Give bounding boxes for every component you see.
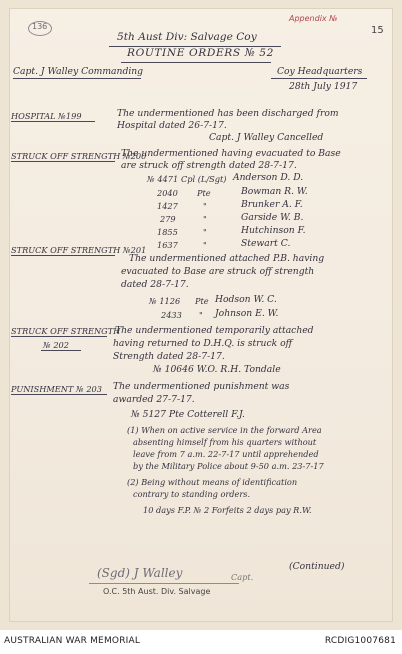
list-item-rank: " — [203, 214, 207, 224]
struck-off-202-line-2: having returned to D.H.Q. is struck off — [113, 338, 293, 349]
list-item-rank: Cpl (L/Sgt) — [181, 174, 227, 184]
list-item-name: Bowman R. W. — [241, 186, 308, 197]
hospital-line-3: Capt. J Walley Cancelled — [209, 132, 324, 143]
charge-2-line-1: (2) Being without means of identification — [127, 477, 298, 487]
list-item-name: Hutchinson F. — [241, 225, 306, 236]
unit-name: 5th Aust Div: Salvage Coy — [117, 31, 257, 43]
list-item-number: 1855 — [157, 227, 178, 237]
archive-id: RCDIG1007681 — [324, 636, 396, 646]
struck-off-202-number-underline — [41, 350, 81, 351]
page-number-left: 136 — [32, 22, 48, 31]
struck-off-200-line-1: The undermentioned having evacuated to Base — [121, 148, 341, 159]
struck-off-201-label: STRUCK OFF STRENGTH №201 — [11, 245, 147, 255]
charge-2-line-2: contrary to standing orders. — [133, 489, 251, 499]
signature: (Sgd) J Walley — [97, 566, 183, 580]
archive-name: AUSTRALIAN WAR MEMORIAL — [4, 636, 141, 646]
order-title: ROUTINE ORDERS № 52 — [127, 47, 274, 59]
list-item-rank: Pte — [197, 188, 211, 198]
commander-underline — [13, 78, 141, 79]
list-item-rank: " — [203, 227, 207, 237]
struck-off-200-underline — [11, 161, 115, 162]
archive-footer — [0, 630, 402, 654]
list-item-name: Stewart C. — [241, 238, 291, 249]
struck-off-201-underline — [11, 255, 115, 256]
sentence-line: 10 days F.P. № 2 Forfeits 2 days pay R.W. — [143, 505, 312, 515]
struck-off-202-label: STRUCK OFF STRENGTH — [11, 326, 121, 336]
list-item-rank: " — [199, 310, 203, 320]
list-item-name: Brunker A. F. — [241, 199, 303, 210]
charge-1-line-4: by the Military Police about 9-50 a.m. 23-7-17 — [133, 461, 324, 471]
list-item-name: Johnson E. W. — [215, 308, 279, 319]
hospital-label: HOSPITAL №199 — [11, 111, 82, 121]
charge-1-line-2: absenting himself from his quarters without — [133, 437, 317, 447]
punishment-soldier: № 5127 Pte Cotterell F.J. — [131, 409, 245, 420]
hospital-line-1: The undermentioned has been discharged from — [117, 108, 339, 119]
list-item-name: Anderson D. D. — [233, 172, 304, 183]
list-item-rank: " — [203, 201, 207, 211]
list-item-number: 2040 — [157, 188, 178, 198]
list-item-number: 1427 — [157, 201, 178, 211]
punishment-line-2: awarded 27-7-17. — [113, 394, 195, 405]
struck-off-201-line-1: The undermentioned attached P.B. having — [129, 253, 325, 264]
list-item-number: 279 — [160, 214, 176, 224]
appendix-note: Appendix № — [289, 14, 338, 23]
list-item-rank: " — [203, 240, 207, 250]
struck-off-200-label: STRUCK OFF STRENGTH №200 — [11, 151, 147, 161]
list-item-name: Garside W. B. — [241, 212, 304, 223]
page-number-right: 15 — [371, 25, 384, 36]
struck-off-202-line-1: The undermentioned temporarily attached — [115, 325, 314, 336]
charge-1-line-1: (1) When on active service in the forward Area — [127, 425, 322, 435]
punishment-line-1: The undermentioned punishment was — [113, 381, 290, 392]
order-date: 28th July 1917 — [289, 81, 358, 92]
struck-off-201-line-2: evacuated to Base are struck off strength — [121, 266, 315, 277]
hospital-label-underline — [11, 121, 95, 122]
punishment-label: PUNISHMENT № 203 — [11, 384, 102, 394]
document-page — [9, 8, 393, 622]
signature-line — [89, 583, 239, 584]
list-item-number: № 1126 — [149, 296, 181, 306]
struck-off-200-line-2: are struck off strength dated 28-7-17. — [121, 160, 297, 171]
punishment-underline — [11, 394, 107, 395]
struck-off-201-line-3: dated 28-7-17. — [121, 279, 189, 290]
list-item-number: 1637 — [157, 240, 178, 250]
commander-name: Capt. J Walley Commanding — [13, 66, 144, 77]
struck-off-202-line-3: Strength dated 28-7-17. — [113, 351, 225, 362]
hospital-line-2: Hospital dated 26-7-17. — [117, 120, 227, 131]
list-item-rank: Pte — [195, 296, 209, 306]
struck-off-202-number: № 202 — [43, 340, 69, 350]
officer-title: O.C. 5th Aust. Div. Salvage — [103, 587, 211, 596]
list-item-number: № 4471 — [147, 174, 179, 184]
headquarters-underline — [271, 78, 367, 79]
struck-off-202-underline — [11, 336, 107, 337]
continued-note: (Continued) — [289, 561, 345, 572]
list-item-name: Hodson W. C. — [215, 294, 277, 305]
struck-off-202-row: № 10646 W.O. R.H. Tondale — [153, 364, 281, 375]
headquarters-label: Coy Headquarters — [277, 66, 363, 77]
title-underline — [121, 62, 271, 63]
signature-rank: Capt. — [231, 572, 254, 582]
charge-1-line-3: leave from 7 a.m. 22-7-17 until apprehended — [133, 449, 319, 459]
list-item-number: 2433 — [161, 310, 182, 320]
